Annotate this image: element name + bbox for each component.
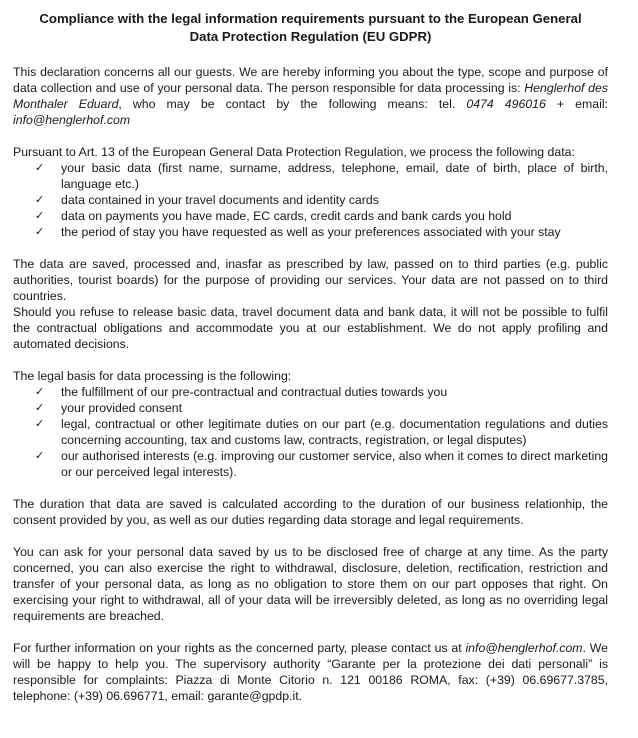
processing-list [13,160,608,240]
check-icon: ✓ [35,161,45,174]
duration-paragraph: The duration that data are saved is calculated according to the duration of our business relationhip, the consent provided by you, as well as our duties regarding data storage and legal requirements. [13,497,608,527]
intro-text: This declaration concerns all our guests. We are hereby informing you about the type, scope and purpose of data collection and use of your personal data. The person responsible for data processing is: [13,65,608,95]
spacer [13,240,608,256]
check-icon: ✓ [35,417,45,430]
list-item-text: your basic data (first name, surname, address, telephone, email, date of birth, place of birth, language etc.) [61,161,608,191]
list-item-text: our authorised interests (e.g. improving our customer service, also when it comes to direct marketing or our perceived legal interests). [61,449,608,479]
list-item-text: the fulfillment of our pre-contractual and contractual duties towards you [61,385,448,399]
responsible-name: Henglerhof des Monthaler Eduard [13,81,608,111]
spacer [13,624,608,640]
further-email-link[interactable]: info@henglerhof.com [465,641,583,655]
list-item [13,224,608,240]
spacer [13,128,608,144]
further-info-paragraph [13,640,608,704]
list-item [13,208,608,224]
list-item-text: your provided consent [61,401,182,415]
check-icon: ✓ [35,209,45,222]
intro-email-text: + email: [545,97,608,111]
list-item-text: the period of stay you have requested as well as your preferences associated with your stay [61,225,561,239]
check-icon: ✓ [35,193,45,206]
list-item-text: data on payments you have made, EC cards, credit cards and bank cards you hold [61,209,512,223]
list-item [13,416,608,448]
intro-contact-text: , who may be contact by the following means: tel. [118,97,467,111]
list-item-text: legal, contractual or other legitimate duties on our part (e.g. documentation regulations and duties concerning accounting, tax and customs law, contracts, registration, or legal disputes) [61,417,608,447]
intro-paragraph [13,64,608,128]
check-icon: ✓ [35,225,45,238]
legal-basis-lead: The legal basis for data processing is the following: [13,369,292,383]
list-item [13,192,608,208]
contact-tel: 0474 496016 [466,97,546,111]
refusal-paragraph: Should you refuse to release basic data, travel document data and bank data, it will not be possible to fulfil the contractual obligations and accommodate you at our establishment. We do not apply profiling and automated decisions. [13,305,608,351]
storage-paragraph: The data are saved, processed and, inasfar as prescribed by law, passed on to third parties (e.g. public authorities, tourist boards) for the purpose of providing our services. Your data are not passed on to third countries. [13,257,608,303]
spacer [13,480,608,496]
list-item [13,400,608,416]
list-item-text: data contained in your travel documents and identity cards [61,193,379,207]
list-item [13,448,608,480]
further-text-rest: . We will be happy to help you. The supervisory authority “Garante per la protezione dei dati personali” is responsible for complaints: Piazza di Monte Citorio n. 121 00186 ROMA, fax: (+39) 06.69677.3785, telephone: (+39) 06.696771, email: garante@gpdp.it. [13,641,608,703]
legal-basis-list [13,384,608,480]
rights-paragraph: You can ask for your personal data saved by us to be disclosed free of charge at any time. As the party concerned, you can also exercise the right to withdrawal, disclosure, deletion, rectification, restriction and transfer of your personal data, as long as no obligation to store them on our part opposes that right. On exercising your right to withdrawal, all of your data will be irreversibly deleted, as long as no overriding legal requirements are breached. [13,545,608,623]
further-text: For further information on your rights as the concerned party, please contact us at [13,641,466,655]
list-item [13,384,608,400]
list-item [13,160,608,192]
spacer [13,528,608,544]
contact-email-link[interactable]: info@henglerhof.com [13,113,131,127]
check-icon: ✓ [35,401,45,414]
check-icon: ✓ [35,449,45,462]
spacer [13,352,608,368]
check-icon: ✓ [35,385,45,398]
document-title: Compliance with the legal information requirements pursuant to the European General Data Protection Regulation (EU GDPR) [39,11,582,44]
processing-lead: Pursuant to Art. 13 of the European General Data Protection Regulation, we process the following data: [13,145,575,159]
